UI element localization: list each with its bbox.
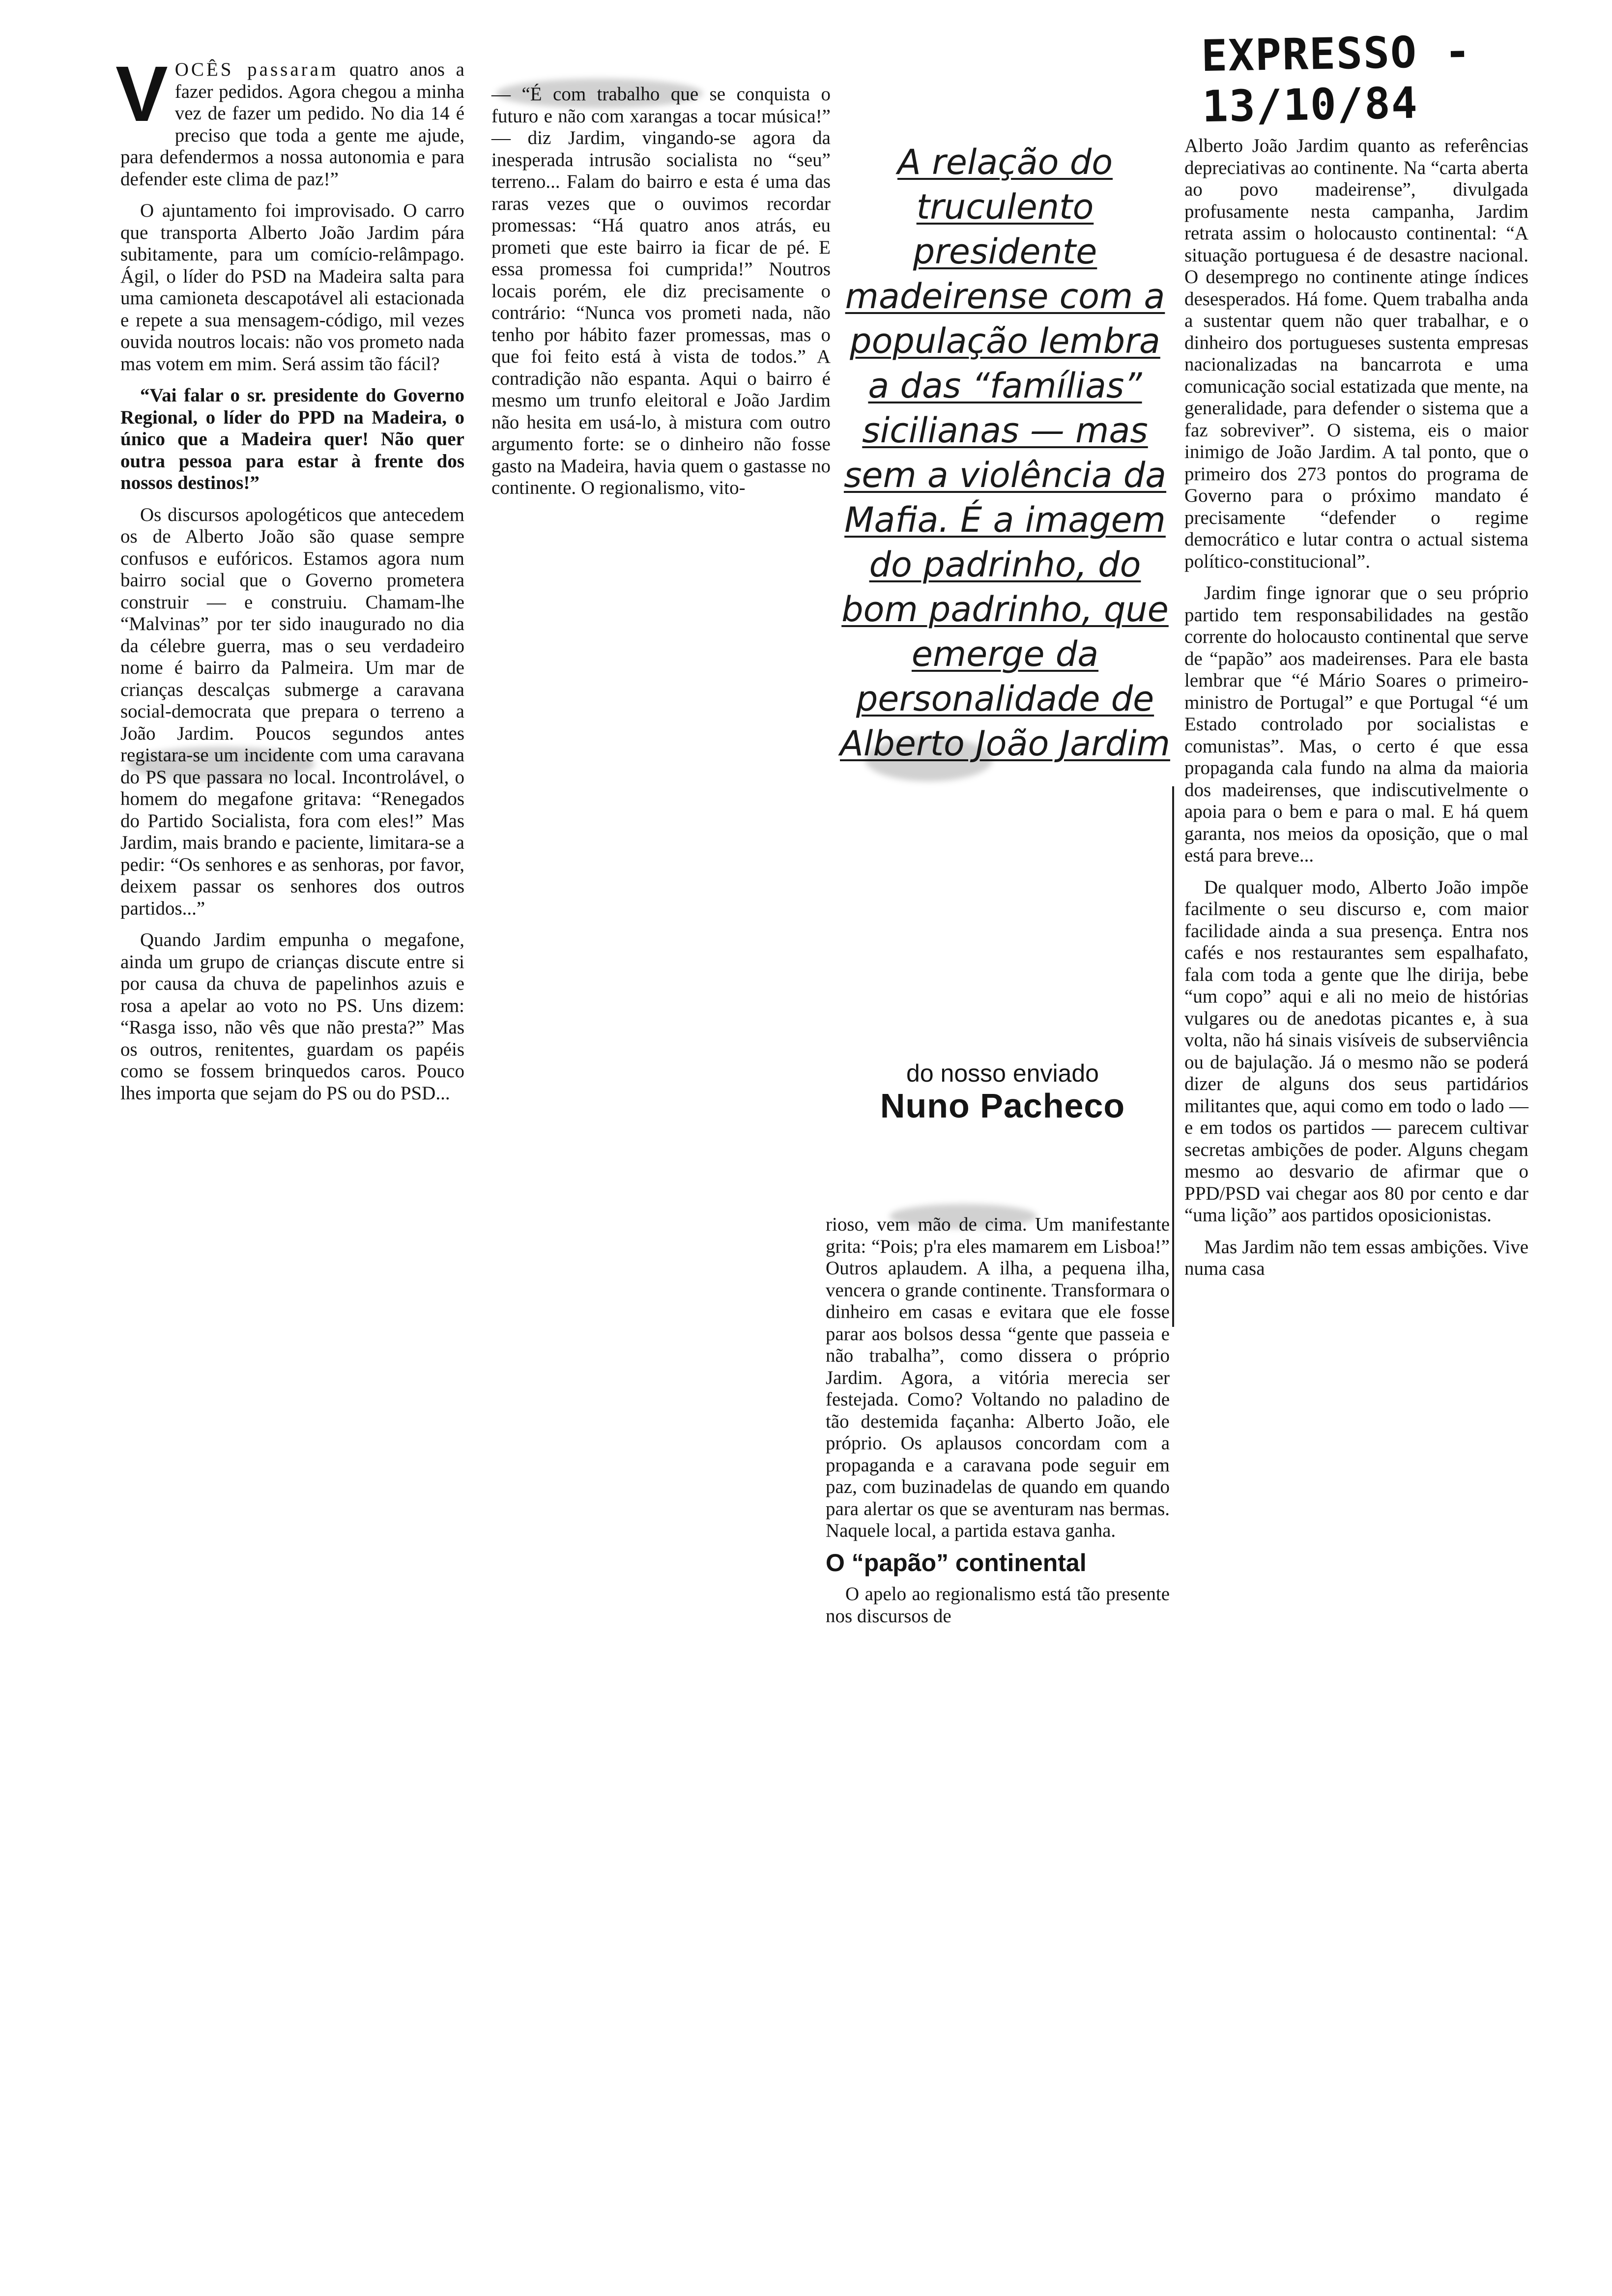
paragraph: Jardim finge ignorar que o seu próprio partido tem responsabilidades na gestão corrente do holocausto continental que serve de “papão” aos madeirenses. Para ele basta lembrar que “é Mário Soares o primeiro-ministro de Portugal” e que Portugal “é um Estado controlado por socialistas e comunistas”. Mas, o certo é que essa propaganda cala fundo na alma da maioria dos madeirenses, que indiscutivelmente o apoia para o bem e para o mal. E há quem garanta, nos meios da oposição, que o mal está para breve... xyxy=(1184,582,1528,866)
lead-paragraph xyxy=(115,50,464,190)
article-column-2 xyxy=(491,84,831,509)
paragraph: Quando Jardim empunha o megafone, ainda um grupo de crianças discute entre si por causa da chuva de papelinhos azuis e rosa a apelar ao voto no PS. Uns dizem: “Rasga isso, não vês que não presta?” Mas os outros, renitentes, guardam os papéis como se fossem brinquedos caros. Pouco lhes importa que sejam do PS ou do PSD... xyxy=(120,929,464,1104)
paragraph: Mas Jardim não tem essas ambições. Vive numa casa xyxy=(1184,1236,1528,1279)
article-column-4 xyxy=(1184,135,1528,1290)
scan-smudge xyxy=(890,1204,1037,1229)
handwritten-date: EXPRESSO - 13/10/84 xyxy=(1201,26,1472,132)
headline: A relação do truculento presidente madeirense com a população lembra a das “famílias” sicilianas — mas sem a violência da Mafia. É a imagem do padrinho, do bom padrinho, que emerge da personalidade de Alberto João Jardim xyxy=(840,142,1170,764)
drop-cap: V xyxy=(115,50,168,138)
column-rule xyxy=(1172,786,1174,1327)
byline-label: do nosso enviado xyxy=(906,1060,1099,1087)
paragraph: rioso, vem mão de cima. Um manifestante grita: “Pois; p'ra eles mamarem em Lisboa!” Outros aplaudem. A ilha, a pequena ilha, vencera o grande continente. Transformara o dinheiro em casas e evitara que ele fosse parar aos bolsos dessa “gente que passeia e não trabalha”, como dissera o próprio Jardim. Agora, a vitória merecia ser festejada. Como? Voltando no paladino de tão destemida façanha: Alberto João, ele próprio. Os aplausos concordam com a propaganda e a caravana pode seguir em paz, com buzinadelas de quando em quando para alertar os que se aventuram nas bermas. Naquele local, a partida estava ganha. xyxy=(826,1214,1170,1541)
lead-caps: OCÊS passaram xyxy=(174,59,339,80)
scan-smudge xyxy=(128,747,315,781)
paragraph: O ajuntamento foi improvisado. O carro que transporta Alberto João Jardim pára subitamente, para um comício-relâmpago. Ágil, o líder do PSD na Madeira salta para uma camioneta descapotável ali estacionada e repete a sua mensagem-código, mil vezes ouvida noutros locais: não vos prometo nada mas votem em mim. Será assim tão fácil? xyxy=(120,200,464,374)
lead-text: quatro anos a fazer pedidos. Agora chegou a minha vez de fazer um pedido. No dia 14 é preciso que toda a gente me ajude, para defendermos a nossa autonomia e para defender este clima de paz!” xyxy=(120,59,464,190)
paragraph: Alberto João Jardim quanto as referências depreciativas ao continente. Na “carta aberta ao povo madeirense”, divulgada profusamente nesta campanha, Jardim retrata assim o holocausto continental: “A situação portuguesa é de desastre nacional. O desemprego no continente atinge índices desesperados. Há fome. Quem trabalha anda a sustentar quem não quer trabalhar, e o dinheiro dos portugueses sustenta empresas nacionalizadas na bancarrota e uma comunicação social estatizada que mente, na generalidade, para defender o sistema que a faz sobreviver”. O sistema, eis o maior inimigo de João Jardim. A tal ponto, que o primeiro dos 273 pontos do programa de Governo para o próximo mandato é precisamente “defender o regime democrático e lutar contra o actual sistema político-constitucional”. xyxy=(1184,135,1528,572)
scan-smudge xyxy=(496,79,703,108)
article-column-3 xyxy=(826,1214,1170,1637)
section-subhead: O “papão” continental xyxy=(826,1549,1087,1577)
paragraph: Os discursos apologéticos que antecedem os de Alberto João são quase sempre confusos e eufóricos. Estamos agora num bairro social que o Governo prometera construir — e construiu. Chamam-lhe “Malvinas” por ter sido inaugurado no dia da célebre guerra, mas o seu verdadeiro nome é bairro da Palmeira. Um mar de crianças descalças submerge a caravana social-democrata que prepara o terreno a João Jardim. Poucos segundos antes registara-se um incidente com uma caravana do PS que passara no local. Incontrolável, o homem do megafone gritava: “Renegados do Partido Socialista, fora com eles!” Mas Jardim, mais brando e paciente, limitara-se a pedir: “Os senhores e as senhoras, por favor, deixem passar os senhores dos outros partidos...” xyxy=(120,504,464,919)
scan-smudge xyxy=(865,737,993,781)
paragraph-quote: “Vai falar o sr. presidente do Governo Regional, o líder do PPD na Madeira, o único que a Madeira quer! Não quer outra pessoa para estar à frente dos nossos destinos!” xyxy=(120,385,464,493)
paragraph: O apelo ao regionalismo está tão presente nos discursos de xyxy=(826,1583,1170,1627)
article-column-1 xyxy=(115,50,464,1114)
paragraph: De qualquer modo, Alberto João impõe facilmente o seu discurso e, com maior facilidade ainda a sua presença. Entra nos cafés e nos restaurantes sem espalhafato, fala com toda a gente que lhe dirija, bebe “um copo” aqui e ali no meio de histórias vulgares ou de anedotas picantes e, à sua volta, não há sinais visíveis de subserviência ou de bajulação. Já o mesmo não se poderá dizer de alguns dos seus partidários militantes que, aqui como em todo o lado — e em todos os partidos — parecem cultivar secretas ambições de poder. Alguns chegam mesmo ao desvario de afirmar que o PPD/PSD vai chegar aos 80 por cento e dar “uma lição” aos partidos oposicionistas. xyxy=(1184,876,1528,1226)
byline-name: Nuno Pacheco xyxy=(880,1087,1125,1125)
paragraph: — “É com trabalho que se conquista o futuro e não com xarangas a tocar música!” — diz Jardim, vingando-se agora da inesperada intrusão socialista no “seu” terreno... Falam do bairro e esta é uma das raras vezes que o ouvimos recordar promessas: “Há quatro anos atrás, eu prometi que este bairro ia ficar de pé. E essa promessa foi cumprida!” Noutros locais porém, ele diz precisamente o contrário: “Nunca vos prometi nada, não tenho por hábito fazer promessas, mas o que foi feito está à vista de todos.” A contradição não espanta. Aqui o bairro é mesmo um trunfo eleitoral e João Jardim não hesita em usá-lo, à mistura com outro argumento forte: se o dinheiro não fosse gasto na Madeira, havia quem o gastasse no continente. O regionalismo, vito- xyxy=(491,84,831,498)
